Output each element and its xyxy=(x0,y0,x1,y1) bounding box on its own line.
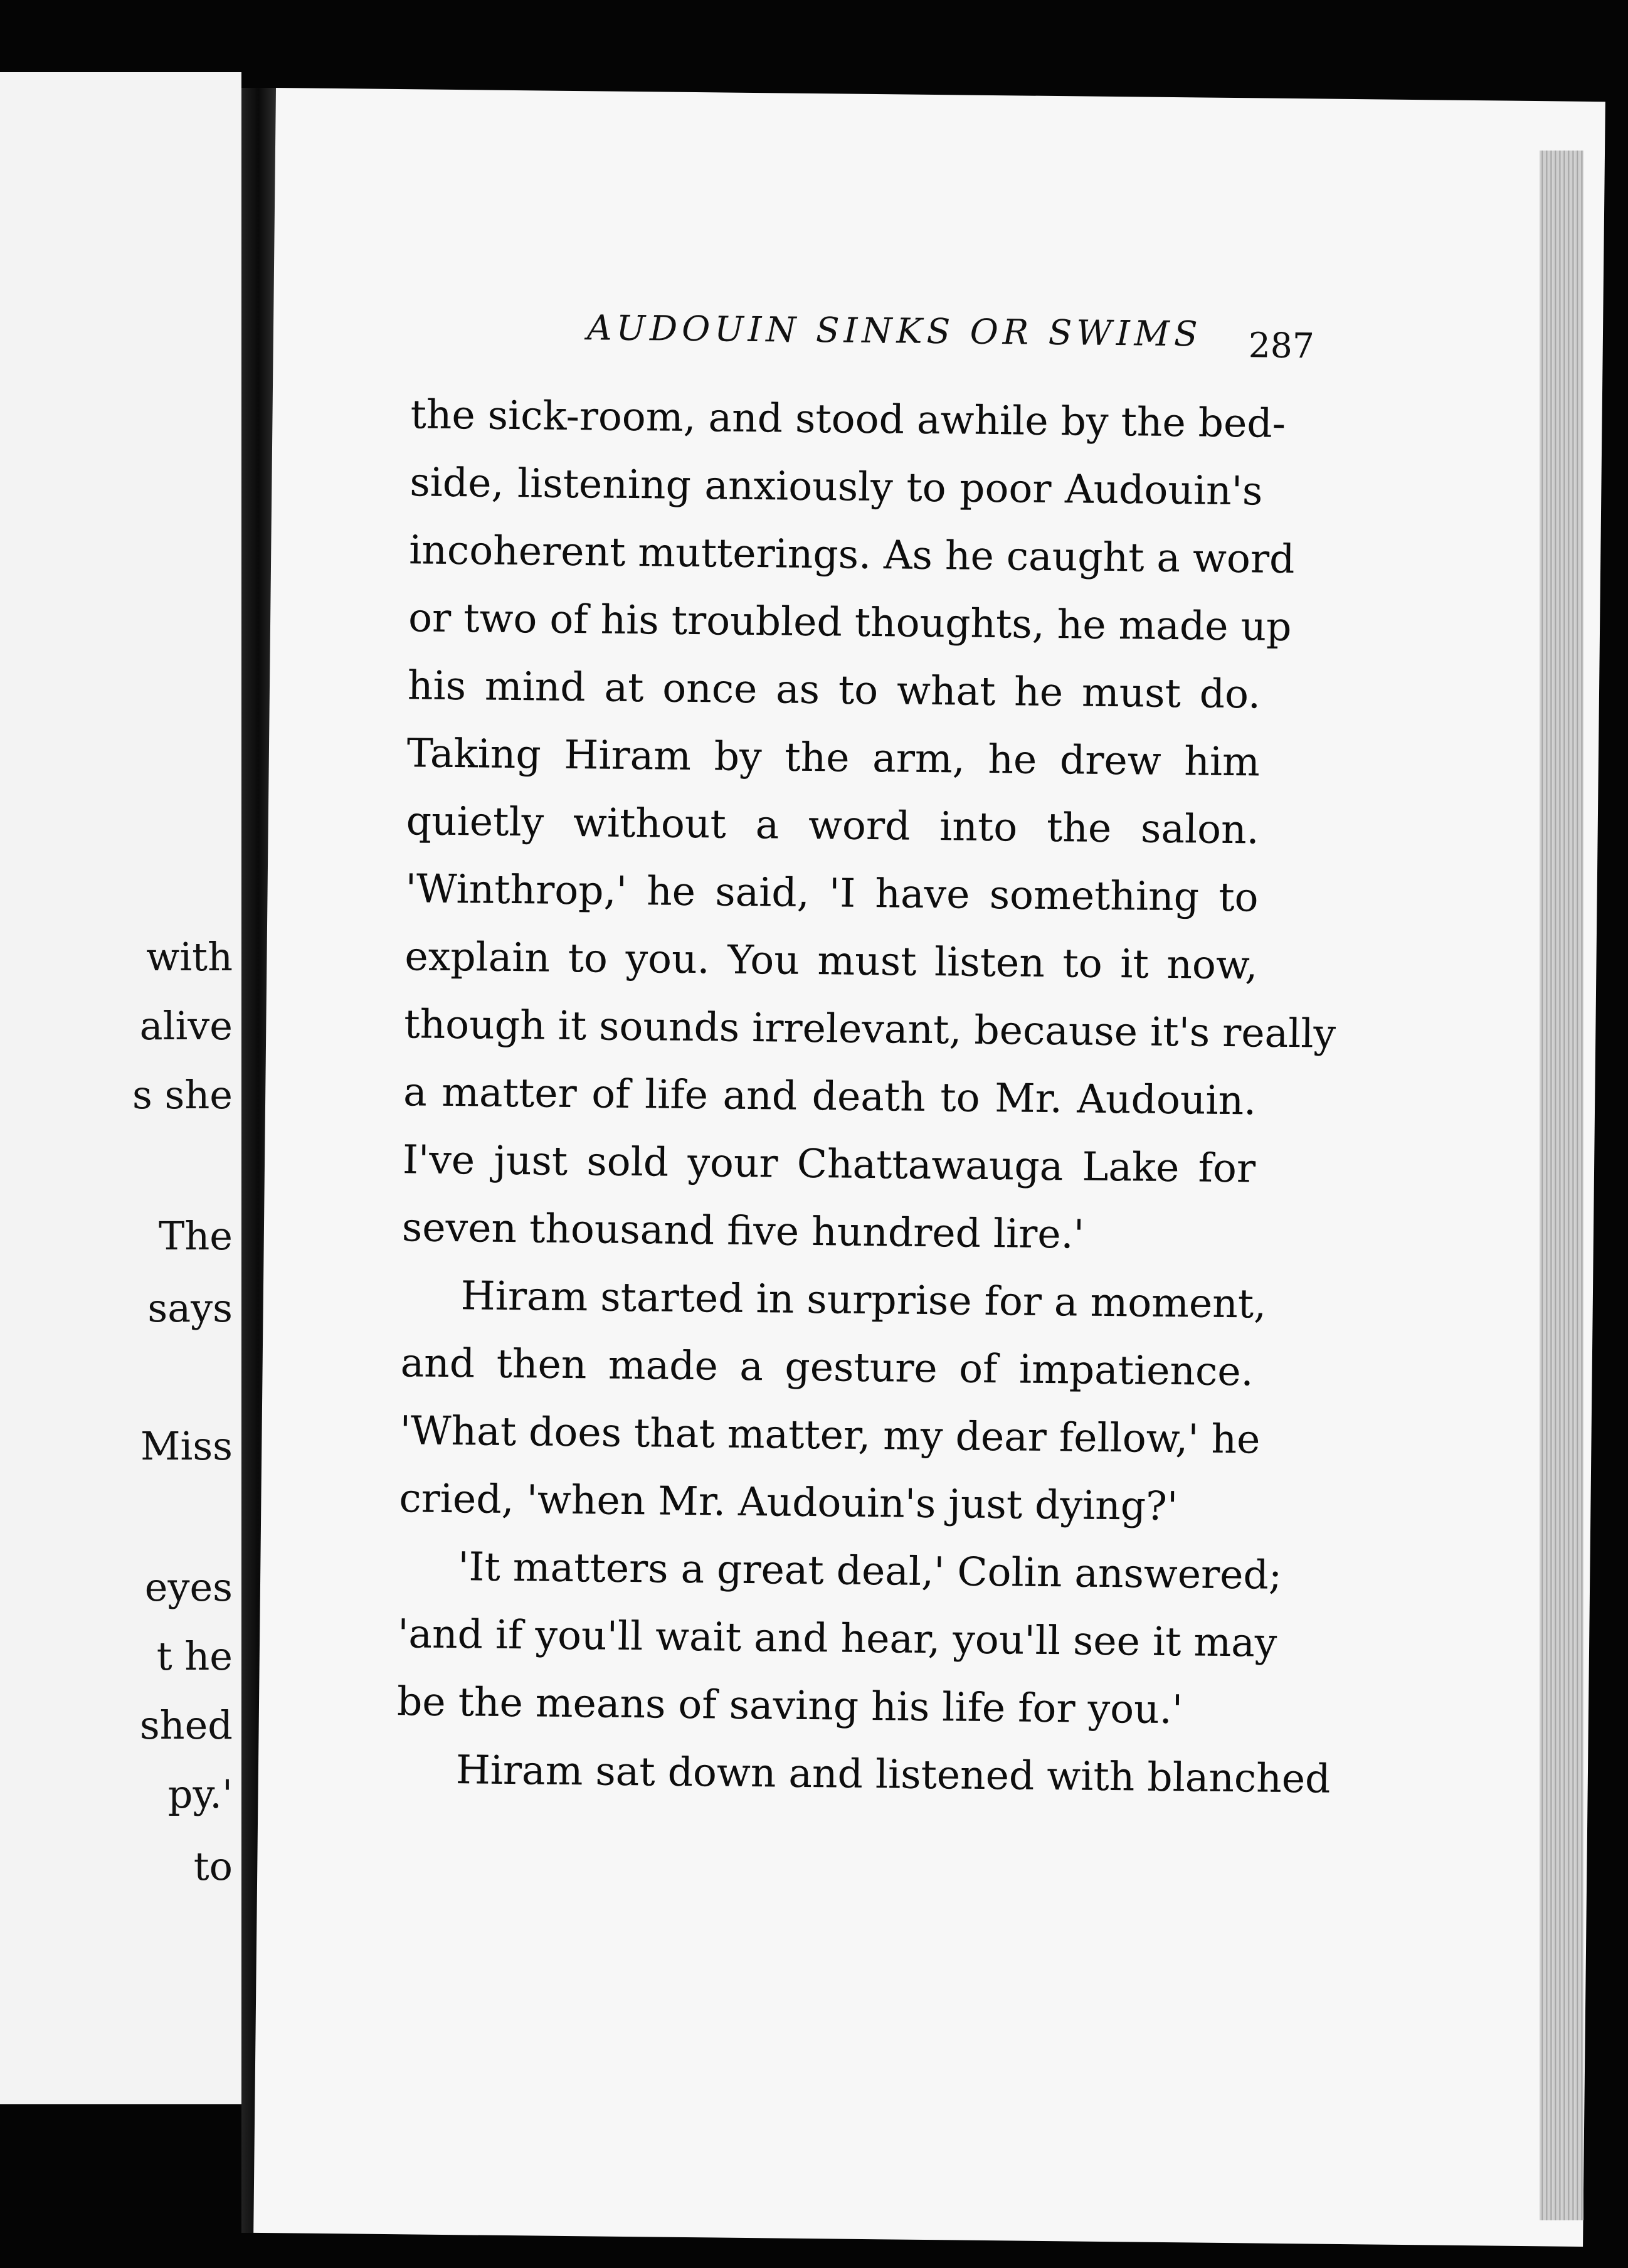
text-line: 'What does that matter, my dear fellow,' he xyxy=(399,1407,1261,1463)
text-line: Hiram sat down and listened with blanched xyxy=(455,1747,1331,1802)
left-page-line: says xyxy=(147,1285,233,1331)
left-page-line: eyes xyxy=(144,1564,233,1610)
text-line: though it sounds irrelevant, because it's really xyxy=(403,1001,1336,1057)
text-line: his mind at once as to what he must do. xyxy=(407,662,1261,718)
text-line: side, listening anxiously to poor Audouin's xyxy=(410,459,1263,514)
text-line: be the means of saving his life for you.' xyxy=(396,1678,1183,1733)
left-page-line: t he xyxy=(156,1633,233,1679)
text-line: Hiram started in surprise for a moment, xyxy=(460,1273,1267,1327)
left-page-line: Miss xyxy=(140,1423,233,1469)
page-number: 287 xyxy=(1248,325,1315,366)
right-page xyxy=(253,88,1605,2247)
left-page-line: shed xyxy=(139,1702,233,1748)
left-page-line: py.' xyxy=(167,1771,233,1817)
left-page-line: The xyxy=(159,1213,233,1259)
text-line: quietly without a word into the salon. xyxy=(406,798,1260,853)
text-line: seven thousand five hundred lire.' xyxy=(401,1204,1085,1258)
text-line: or two of his troubled thoughts, he made up xyxy=(408,595,1292,650)
left-page-line: to xyxy=(193,1843,233,1889)
text-line: 'and if you'll wait and hear, you'll see it may xyxy=(397,1611,1277,1666)
text-line: Taking Hiram by the arm, he drew him xyxy=(406,730,1261,785)
text-line: the sick-room, and stood awhile by the bed- xyxy=(410,391,1286,447)
text-line: 'It matters a great deal,' Colin answered; xyxy=(457,1544,1282,1598)
page-edges xyxy=(1540,151,1583,2220)
left-page xyxy=(0,72,241,2104)
text-line: explain to you. You must listen to it now, xyxy=(404,933,1258,988)
left-page-line: s she xyxy=(132,1072,233,1118)
page-body-text xyxy=(396,381,1336,1812)
left-page-line: alive xyxy=(139,1003,233,1049)
text-line: I've just sold your Chattawauga Lake for xyxy=(402,1137,1256,1192)
text-line: cried, 'when Mr. Audouin's just dying?' xyxy=(399,1475,1178,1530)
text-line: and then made a gesture of impatience. xyxy=(400,1340,1254,1395)
text-line: incoherent mutterings. As he caught a word xyxy=(408,527,1295,583)
text-line: 'Winthrop,' he said, 'I have something to xyxy=(405,866,1259,921)
running-head: AUDOUIN SINKS OR SWIMS xyxy=(586,307,1202,354)
left-page-line: with xyxy=(146,934,233,980)
text-line: a matter of life and death to Mr. Audouin. xyxy=(403,1069,1257,1124)
